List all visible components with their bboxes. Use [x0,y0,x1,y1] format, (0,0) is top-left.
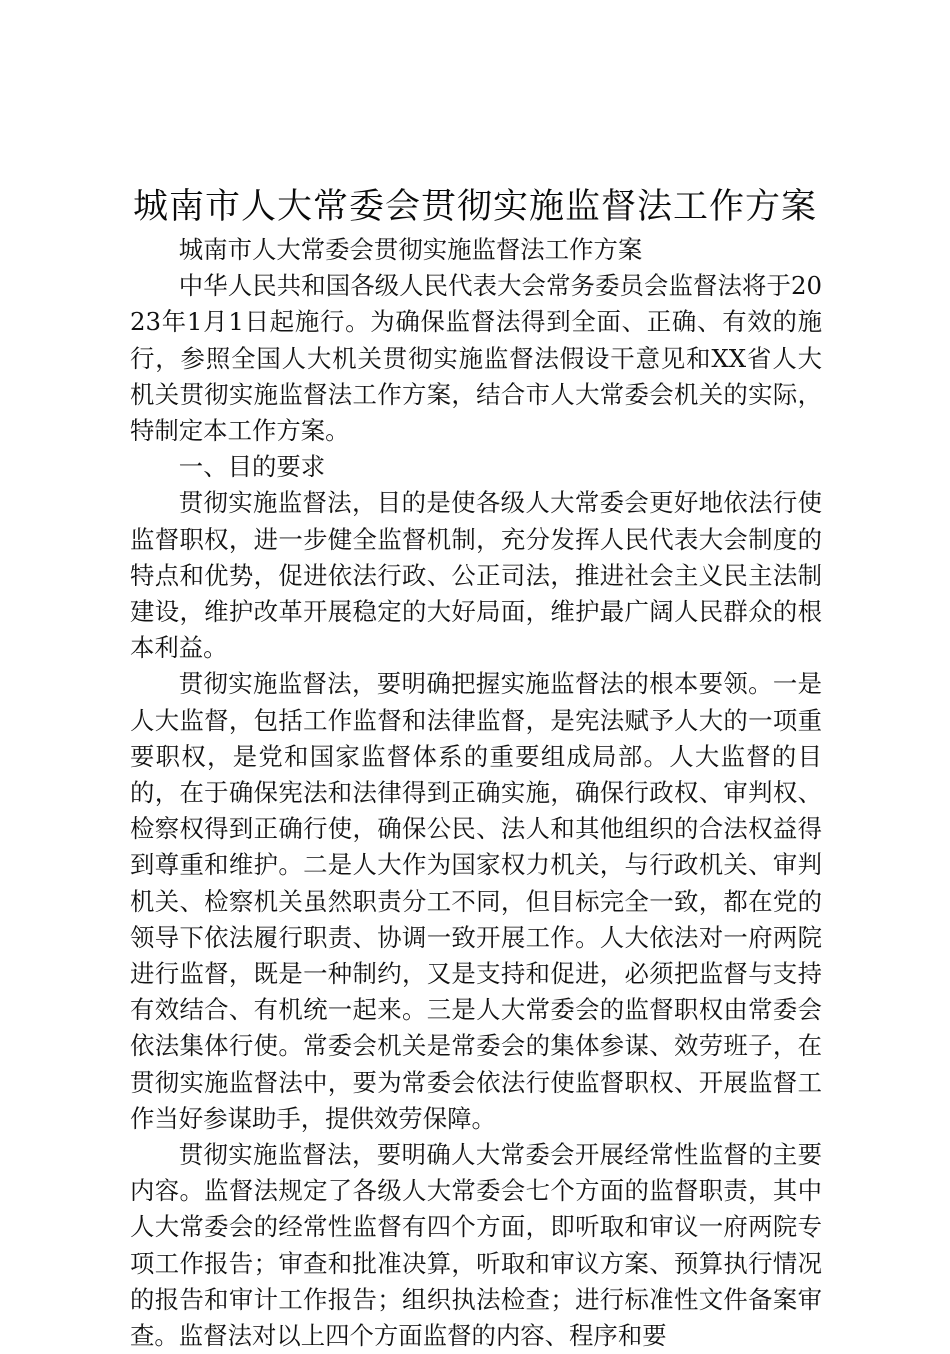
document-body [130,232,822,1354]
intro-paragraph: 中华人民共和国各级人民代表大会常务委员会监督法将于2023年1月1日起施行。为确保监督法得到全面、正确、有效的施行，参照全国人大机关贯彻实施监督法假设干意见和XX省人大机关贯彻实施监督法工作方案，结合市人大常委会机关的实际，特制定本工作方案。 [130,271,822,446]
subtitle-paragraph: 城南市人大常委会贯彻实施监督法工作方案 [178,235,643,264]
body-paragraph-purpose: 贯彻实施监督法，目的是使各级人大常委会更好地依法行使监督职权，进一步健全监督机制，充分发挥人民代表大会制度的特点和优势，促进依法行政、公正司法，推进社会主义民主法制建设，维护改革开展稳定的大好局面，维护最广阔人民群众的根本利益。 [130,488,822,663]
section-heading-goals: 一、目的要求 [178,452,326,482]
body-paragraph-content: 贯彻实施监督法，要明确人大常委会开展经常性监督的主要内容。监督法规定了各级人大常委会七个方面的监督职责，其中人大常委会的经常性监督有四个方面，即听取和审议一府两院专项工作报告；审查和批准决算，听取和审议方案、预算执行情况的报告和审计工作报告；组织执法检查；进行标准性文件备案审查。监督法对以上四个方面监督的内容、程序和要 [130,1140,822,1351]
document-title: 城南市人大常委会贯彻实施监督法工作方案 [132,187,817,227]
body-paragraph-essentials: 贯彻实施监督法，要明确把握实施监督法的根本要领。一是人大监督，包括工作监督和法律监督，是宪法赋予人大的一项重要职权，是党和国家监督体系的重要组成局部。人大监督的目的，在于确保宪法和法律得到正确实施，确保行政权、审判权、检察权得到正确行使，确保公民、法人和其他组织的合法权益得到尊重和维护。二是人大作为国家权力机关，与行政机关、审判机关、检察机关虽然职责分工不同，但目标完全一致，都在党的领导下依法履行职责、协调一致开展工作。人大依法对一府两院进行监督，既是一种制约，又是支持和促进，必须把监督与支持有效结合、有机统一起来。三是人大常委会的监督职权由常委会依法集体行使。常委会机关是常委会的集体参谋、效劳班子，在贯彻实施监督法中，要为常委会依法行使监督职权、开展监督工作当好参谋助手，提供效劳保障。 [130,669,822,1133]
